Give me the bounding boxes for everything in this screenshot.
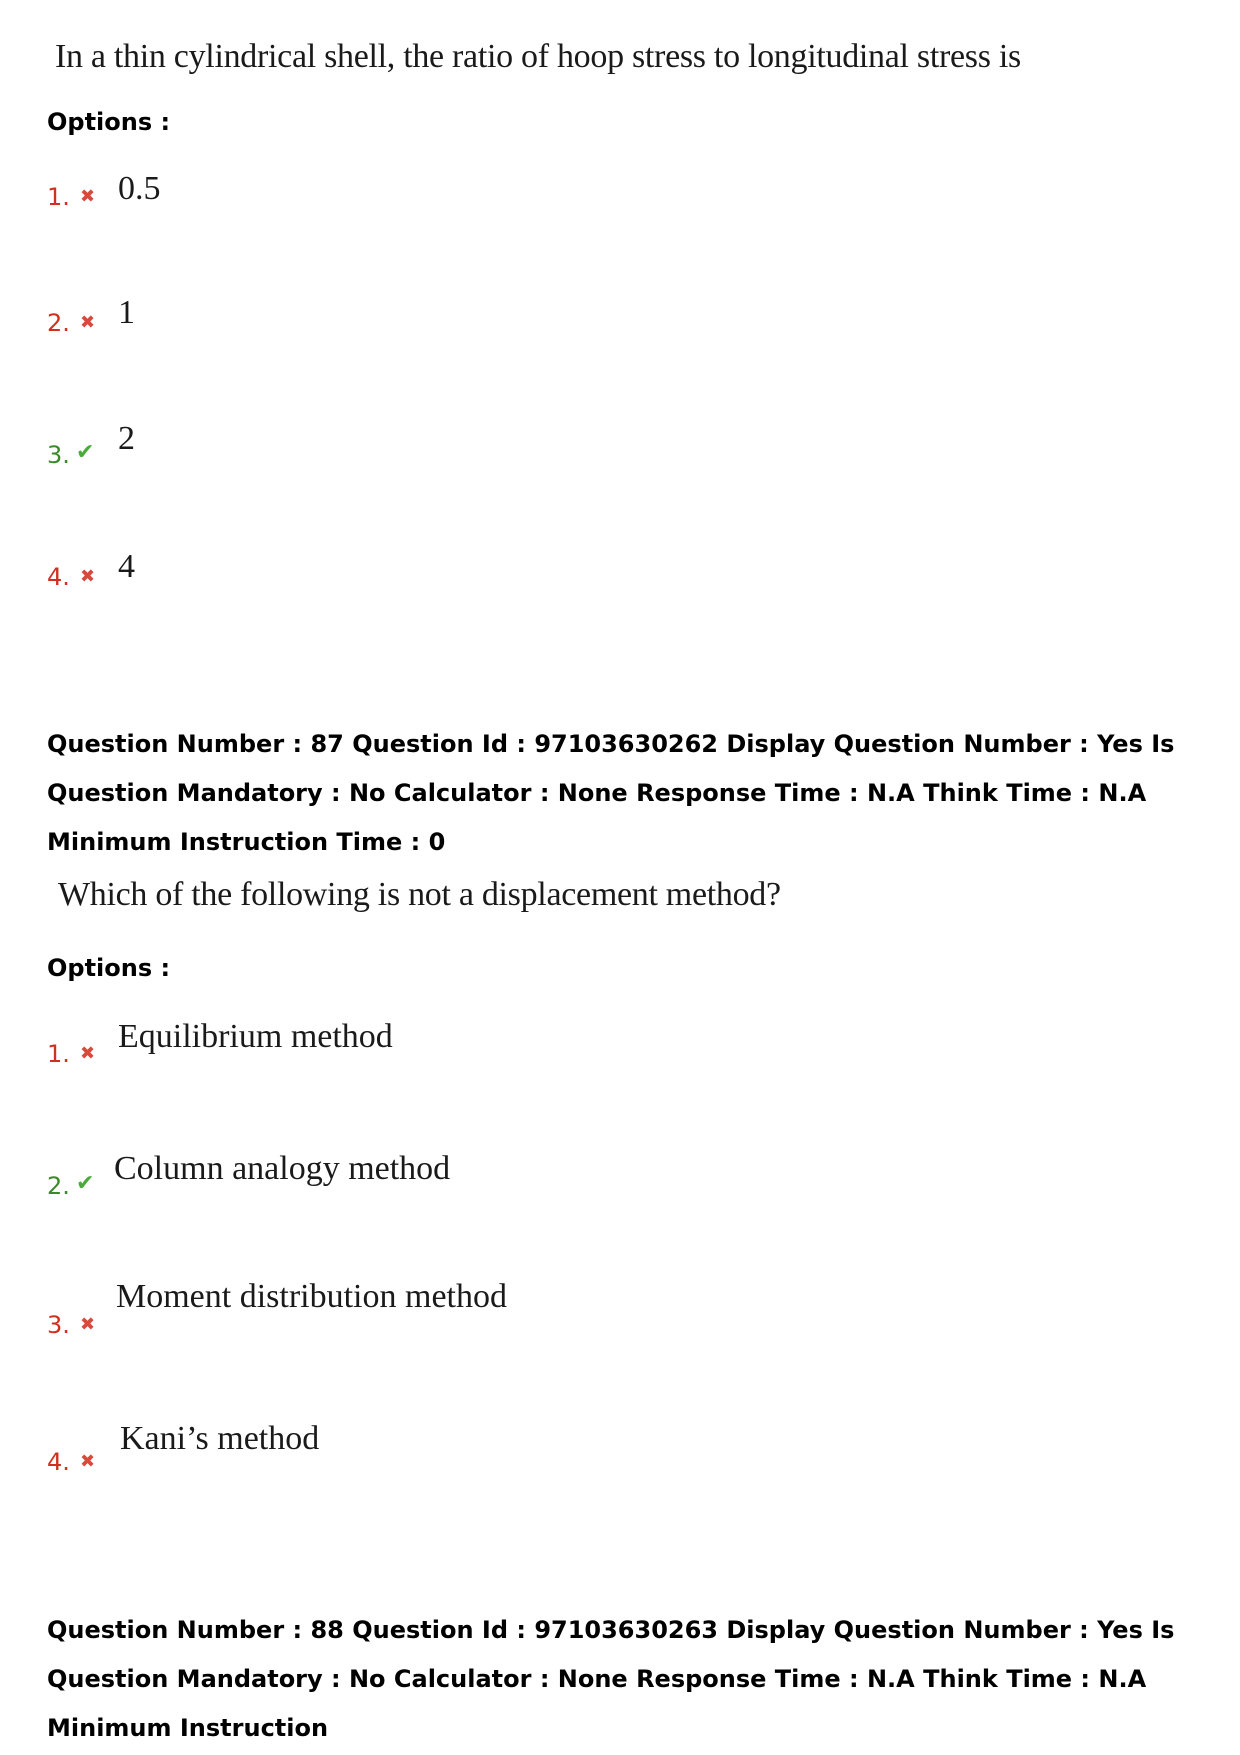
option-number: 2.: [47, 309, 70, 337]
cross-icon: ✖: [80, 312, 96, 333]
option-1: [47, 1040, 70, 1068]
option-number: 3.: [47, 441, 70, 469]
option-3: [47, 1311, 70, 1339]
options-heading: Options :: [47, 108, 171, 136]
cross-icon: ✖: [80, 1451, 96, 1472]
option-number: 4.: [47, 563, 70, 591]
option-value: Kani’s method: [120, 1420, 320, 1457]
question-text: In a thin cylindrical shell, the ratio of hoop stress to longitudinal stress is: [55, 38, 1021, 75]
question-text: Which of the following is not a displacement method?: [58, 876, 781, 913]
option-number: 1.: [47, 1040, 70, 1068]
option-value: Moment distribution method: [116, 1278, 507, 1315]
option-value: Column analogy method: [114, 1150, 451, 1187]
option-4: [47, 1448, 70, 1476]
cross-icon: ✖: [80, 566, 96, 587]
option-value: 0.5: [118, 170, 161, 207]
option-number: 1.: [47, 183, 70, 211]
option-4: [47, 563, 70, 591]
option-value: Equilibrium method: [118, 1018, 393, 1055]
options-heading: Options :: [47, 954, 171, 982]
cross-icon: ✖: [80, 1314, 96, 1335]
cross-icon: ✖: [80, 1043, 96, 1064]
option-value: 2: [118, 420, 135, 457]
question-meta: Question Number : 88 Question Id : 97103630263 Display Question Number : Yes Is Question Mandatory : No Calculator : None Response Time : N.A Think Time : N.A Minimum Instruction: [47, 1616, 1175, 1742]
option-number: 4.: [47, 1448, 70, 1476]
option-number: 2.: [47, 1172, 70, 1200]
question-meta: Question Number : 87 Question Id : 97103630262 Display Question Number : Yes Is Question Mandatory : No Calculator : None Response Time : N.A Think Time : N.A Minimum Instruction Time : 0: [47, 730, 1175, 856]
cross-icon: ✖: [80, 186, 96, 207]
check-icon: ✔: [76, 440, 95, 465]
option-1: [47, 183, 70, 211]
option-2: [47, 309, 70, 337]
option-number: 3.: [47, 1311, 70, 1339]
option-2: [47, 1172, 70, 1200]
option-value: 4: [118, 548, 135, 585]
option-3: [47, 441, 70, 469]
option-value: 1: [118, 294, 135, 331]
check-icon: ✔: [76, 1171, 95, 1196]
